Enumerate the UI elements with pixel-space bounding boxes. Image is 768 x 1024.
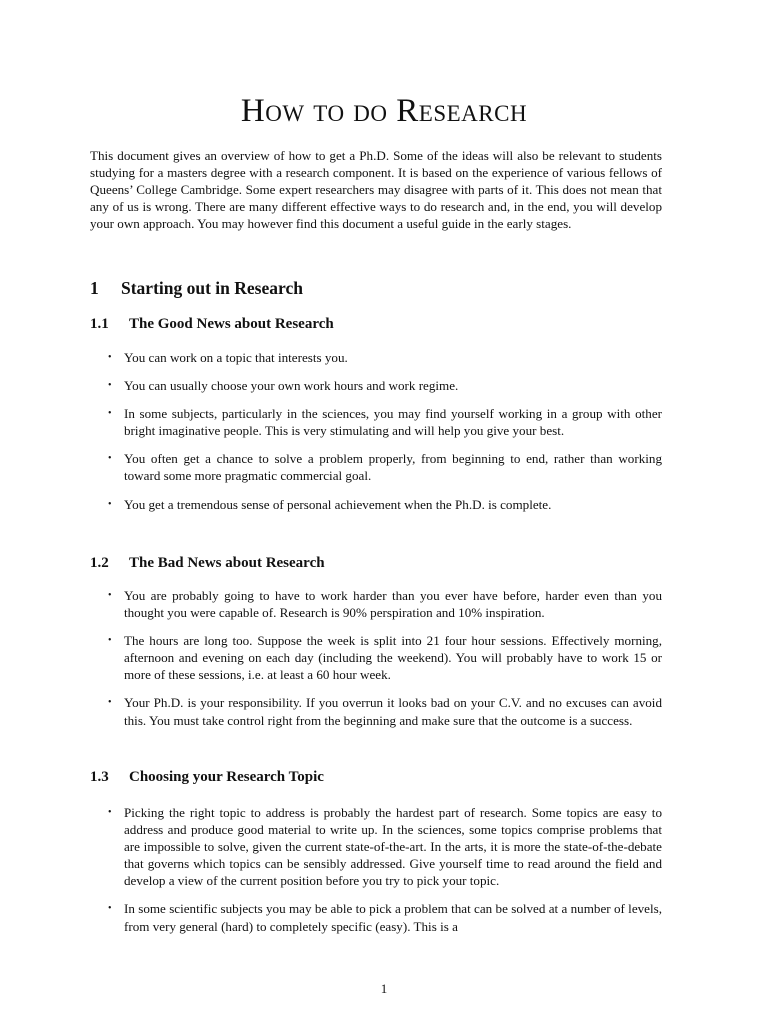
section-number: 1	[90, 278, 99, 298]
list-item: • You often get a chance to solve a problem properly, from beginning to end, rather than working toward some more pragmatic commercial goal.	[108, 451, 662, 484]
list-item: • You are probably going to have to work harder than you ever have before, harder even than you thought you were capable of. Research is 90% perspiration and 10% inspiration.	[108, 588, 662, 621]
bullet-icon: •	[108, 380, 112, 392]
subsection-number: 1.2	[90, 555, 109, 571]
section-title: Starting out in Research	[121, 278, 303, 298]
bullet-icon: •	[108, 352, 112, 363]
subsection-heading-1-2	[90, 555, 325, 572]
list-item: • You get a tremendous sense of personal achievement when the Ph.D. is complete.	[108, 496, 552, 512]
bullet-icon: •	[108, 408, 112, 420]
intro-paragraph: This document gives an overview of how to get a Ph.D. Some of the ideas will also be relevant to students studying for a masters degree with a research component. It is based on the experience of various fellows of Queens’ College Cambridge. Some expert researchers may disagree with parts of it. This does not mean that any of us is wrong. There are many different effective ways to do research and, in the end, you will develop your own approach. You may however find this document a useful guide in the early stages.	[90, 148, 662, 232]
list-item: • You can work on a topic that interests you.	[108, 350, 348, 365]
bullet-icon: •	[108, 498, 112, 510]
list-item: • You can usually choose your own work hours and work regime.	[108, 378, 459, 394]
good-news-list	[108, 349, 662, 513]
subsection-title: The Bad News about Research	[129, 555, 325, 571]
research-topic-list	[108, 804, 662, 935]
bullet-icon: •	[108, 903, 112, 915]
subsection-title: The Good News about Research	[129, 316, 334, 332]
bullet-icon: •	[108, 453, 112, 465]
bad-news-list	[108, 587, 662, 729]
list-item: • In some subjects, particularly in the sciences, you may find yourself working in a group with other bright imaginative people. This is very stimulating and will help you give your best.	[108, 406, 662, 439]
bullet-icon: •	[108, 590, 112, 601]
bullet-icon: •	[108, 697, 112, 709]
page-number: 1	[380, 981, 388, 996]
subsection-heading-1-3	[90, 769, 324, 786]
list-item: • In some scientific subjects you may be able to pick a problem that can be solved at a number of levels, from very general (hard) to completely specific (easy). This is a	[108, 901, 662, 934]
bullet-icon: •	[108, 635, 112, 647]
subsection-number: 1.3	[90, 769, 109, 785]
subsection-number: 1.1	[90, 316, 109, 332]
bullet-icon: •	[108, 807, 112, 818]
list-item: • The hours are long too. Suppose the week is split into 21 four hour sessions. Effectively morning, afternoon and evening on each day (including the weekend). You will probably have to work 15 or more of these sessions, i.e. at least a 60 hour week.	[108, 633, 662, 683]
document-title: How to do Research	[240, 93, 528, 129]
section-heading-1	[90, 278, 303, 299]
subsection-title: Choosing your Research Topic	[129, 769, 324, 785]
subsection-heading-1-1	[90, 316, 334, 333]
list-item: • Your Ph.D. is your responsibility. If you overrun it looks bad on your C.V. and no excuses can avoid this. You must take control right from the beginning and make sure that the outcome is a success.	[108, 695, 662, 728]
list-item: • Picking the right topic to address is probably the hardest part of research. Some topics are easy to address and produce good material to write up. In the sciences, some topics comprise problems that are impossible to solve, given the current state-of-the-art. In the arts, it is more the state-of-the-debate that governs which topics can be sensibly addressed. Give yourself time to read around the field and develop a view of the current position before you try to pick your topic.	[108, 805, 662, 889]
